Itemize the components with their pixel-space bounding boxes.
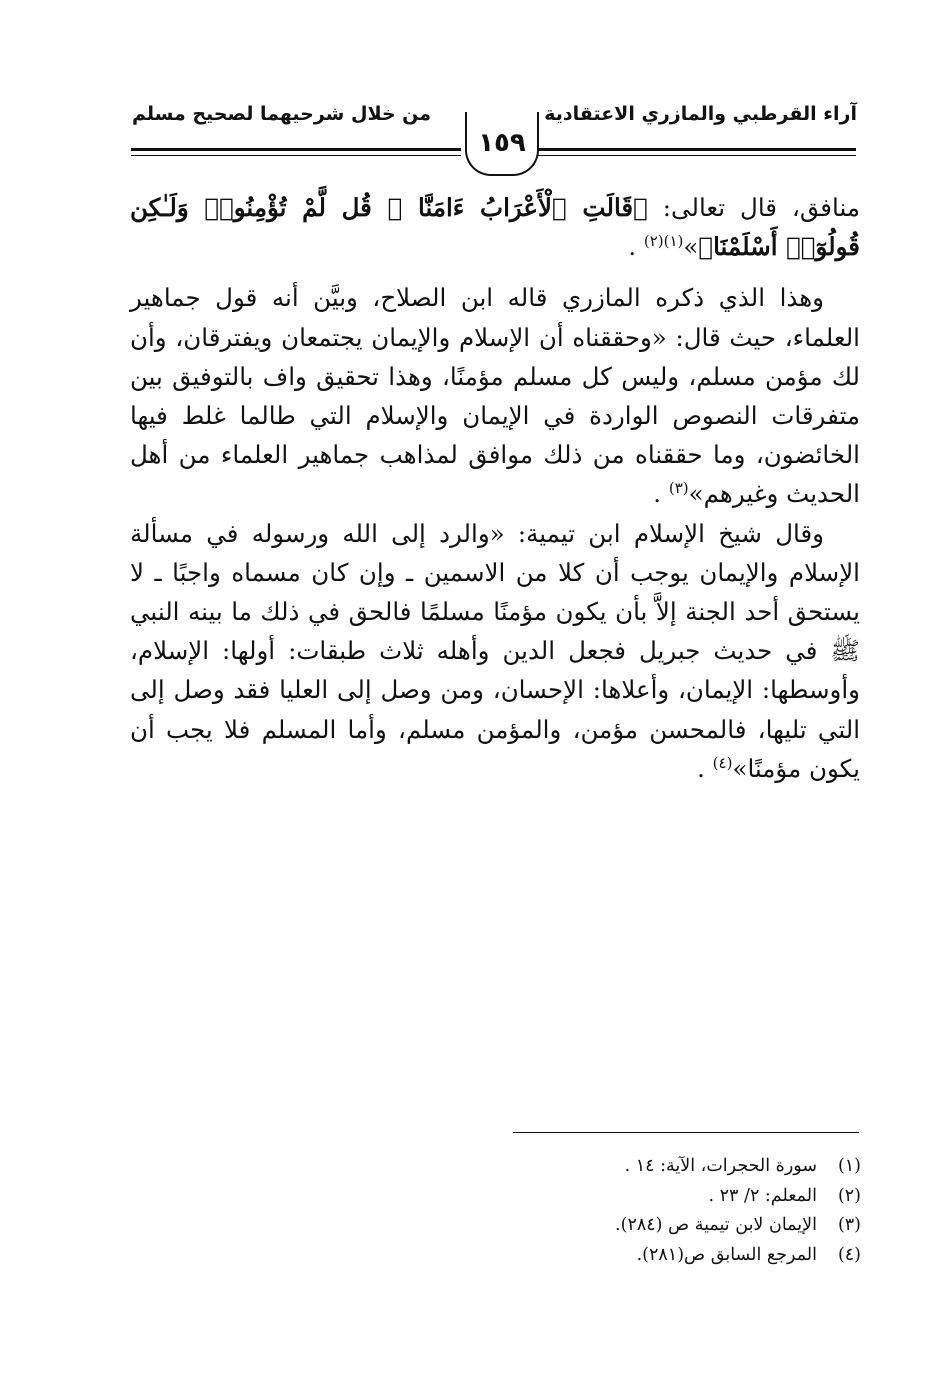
footnote-number: (٢) xyxy=(837,1185,861,1206)
paragraph-text: وقال شيخ الإسلام ابن تيمية: «والرد إلى الله ورسوله في مسألة الإسلام والإيمان يوجب أن كلا من الاسمين ـ وإن كان مسماه واجبًا ـ لا يستحق أحد الجنة إلاَّ بأن يكون مؤمنًا مسلمًا فالحق في ذلك ما بينه النبي ﷺ في حديث جبريل فجعل الدين وأهله ثلاث طبقات: أولها: الإسلام، وأوسطها: الإيمان، وأعلاها: الإحسان، ومن وصل إلى العليا فقد وصل إلى التي تليها، فالمحسن مؤمن، والمؤمن مسلم، وأما المسلم فلا يجب أن يكون مؤمنًا» xyxy=(130,518,860,783)
footnote-number: (١) xyxy=(837,1156,861,1176)
footnote-item xyxy=(261,1241,861,1271)
footnote-ref[interactable]: (١) xyxy=(663,232,684,251)
footnotes xyxy=(261,1152,861,1270)
footnote-item xyxy=(261,1182,861,1212)
footnote-number: (٤) xyxy=(837,1244,861,1265)
running-header-title: آراء القرطبي والمازري الاعتقادية xyxy=(544,103,857,125)
closing-quote: » xyxy=(683,232,699,262)
running-header-subtitle: من خلال شرحيهما لصحيح مسلم xyxy=(132,103,432,125)
footnote-ref[interactable]: (٢) xyxy=(643,232,664,251)
period: . xyxy=(628,232,637,262)
footnote-item xyxy=(261,1211,861,1241)
quran-verse: ﴿قَالَتِ ٱلْأَعْرَابُ ءَامَنَّا ۖ قُل لَّمْ تُؤْمِنُوا۟ وَلَـٰكِن قُولُوٓا۟ أَسْلَمْنَا﴾ xyxy=(130,193,860,262)
header-rule-thick-right xyxy=(538,148,856,151)
footnote-item xyxy=(261,1152,861,1182)
footnote-separator xyxy=(513,1132,859,1133)
footnote-number: (٣) xyxy=(837,1215,861,1235)
footnote-ref[interactable]: (٣) xyxy=(668,479,689,498)
header-rule-thin-right xyxy=(538,155,856,156)
header-rule-thick-left xyxy=(131,148,461,151)
footnote-text: الإيمان لابن تيمية ص (٢٨٤). xyxy=(615,1215,817,1235)
footnote-ref[interactable]: (٤) xyxy=(712,753,733,772)
period: . xyxy=(697,753,705,783)
page-number: ١٥٩ xyxy=(465,112,539,176)
footnote-text: المرجع السابق ص(٢٨١). xyxy=(636,1244,817,1265)
header-rule-thin-left xyxy=(131,155,461,156)
paragraph-quran-citation xyxy=(130,188,860,266)
paragraph-ibn-salah xyxy=(130,278,860,513)
footnote-text: المعلم: ٢/ ٢٣ . xyxy=(708,1185,817,1206)
paragraph-ibn-taymiyya xyxy=(130,514,860,788)
body-text xyxy=(130,188,860,788)
paragraph-lead: منافق، قال تعالى: xyxy=(647,193,860,222)
period: . xyxy=(653,479,662,509)
footnote-text: سورة الحجرات، الآية: ١٤ . xyxy=(624,1156,817,1176)
paragraph-text: وهذا الذي ذكره المازري قاله ابن الصلاح، وبيَّن أنه قول جماهير العلماء، حيث قال: «وحققناه أن الإسلام والإيمان يجتمعان ويفترقان، وأن لك مؤمن مسلم، وليس كل مسلم مؤمنًا، وهذا تحقيق واف بالتوفيق بين متفرقات النصوص الواردة في الإيمان والإسلام التي طالما غلط فيها الخائضون، وما حققناه من ذلك موافق لمذاهب جماهير العلماء من أهل الحديث وغيرهم» xyxy=(130,283,860,509)
